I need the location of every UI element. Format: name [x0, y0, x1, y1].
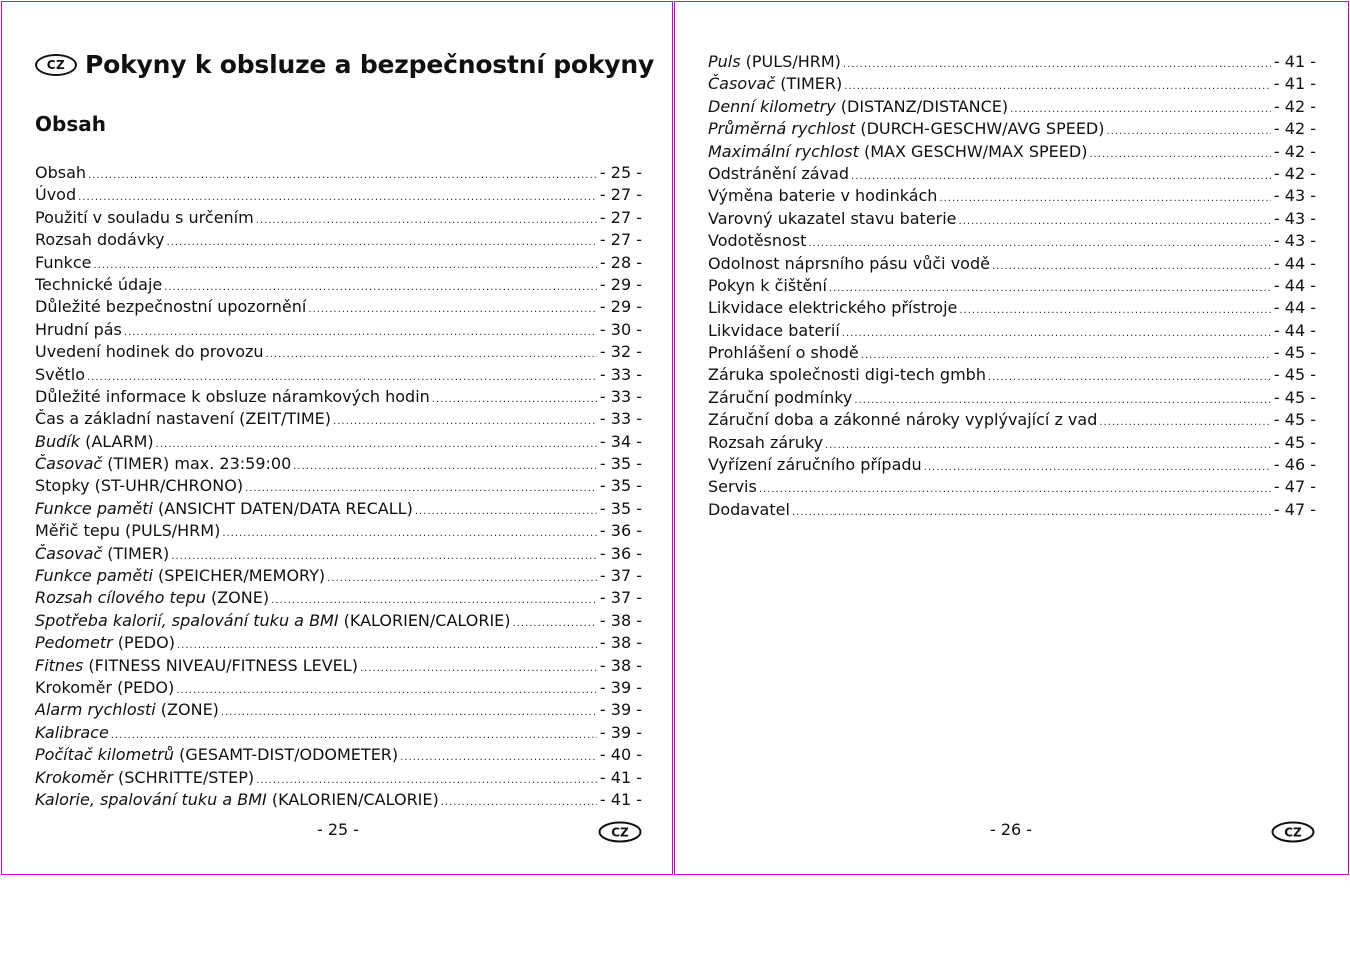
toc-entry-label	[708, 321, 840, 340]
dot-leader	[959, 305, 1271, 316]
toc-entry-italic: Puls	[708, 52, 741, 71]
toc-entry-text: (ZONE)	[205, 588, 270, 608]
toc-entry	[35, 700, 642, 722]
dot-leader	[992, 261, 1271, 272]
toc-entry	[708, 343, 1316, 365]
dot-leader	[851, 171, 1271, 182]
toc-entry-page: - 42 -	[1273, 141, 1316, 161]
toc-entry	[35, 588, 642, 610]
toc-entry	[35, 566, 642, 588]
toc-entry-label	[708, 74, 842, 93]
toc-entry-text: (TIMER) max. 23:59:00	[102, 454, 292, 474]
toc-entry-text: Dodavatel	[708, 499, 790, 519]
toc-entry-italic: Časovač	[35, 454, 103, 474]
toc-entry-italic: Fitnes	[35, 655, 84, 675]
toc-entry	[35, 365, 642, 387]
dot-leader	[111, 730, 597, 741]
toc-entry-label	[35, 185, 76, 204]
toc-entry-page: - 42 -	[1273, 163, 1316, 183]
toc-entry-page: - 43 -	[1273, 231, 1316, 251]
toc-entry-label	[35, 790, 439, 809]
dot-leader	[1089, 149, 1270, 160]
toc-entry-label	[35, 432, 154, 451]
toc-entry-italic: Kalibrace	[35, 722, 109, 742]
dot-leader	[432, 394, 597, 405]
toc-entry	[35, 678, 642, 700]
toc-entry-text: (GESAMT-DIST/ODOMETER)	[174, 745, 399, 765]
section-heading: Obsah	[35, 112, 106, 136]
toc-entry-text: (DURCH-GESCHW/AVG SPEED)	[855, 119, 1105, 139]
toc-entry	[708, 231, 1316, 253]
dot-leader	[124, 327, 597, 338]
toc-entry-text: (PEDO)	[112, 633, 175, 653]
toc-entry-page: - 25 -	[599, 163, 642, 182]
toc-entry-page: - 47 -	[1273, 499, 1316, 519]
toc-entry-text: (KALORIEN/CALORIE)	[338, 610, 511, 630]
toc-entry-page: - 39 -	[599, 722, 642, 742]
toc-entry-label	[708, 254, 990, 273]
dot-leader	[176, 685, 597, 696]
toc-entry-page: - 41 -	[1273, 74, 1316, 94]
dot-leader	[266, 349, 597, 360]
toc-entry-text: Čas a základní nastavení (ZEIT/TIME)	[35, 409, 332, 429]
dot-leader	[792, 507, 1271, 518]
dot-leader	[271, 595, 597, 606]
dot-leader	[829, 283, 1271, 294]
toc-entry-label	[35, 387, 430, 406]
toc-entry-page: - 27 -	[599, 185, 642, 205]
toc-entry-page: - 35 -	[599, 498, 642, 518]
toc-entry-page: - 45 -	[1273, 387, 1316, 407]
toc-entry-italic: Kalorie, spalování tuku a BMI	[35, 789, 267, 809]
toc-entry	[708, 500, 1316, 522]
toc-entry-text: Rozsah záruky	[708, 432, 824, 452]
toc-entry-page: - 37 -	[599, 566, 642, 586]
toc-entry-page: - 47 -	[1273, 477, 1316, 497]
toc-entry	[708, 97, 1316, 119]
dot-leader	[88, 170, 597, 181]
dot-leader	[843, 59, 1271, 70]
toc-entry-text: (FITNESS NIVEAU/FITNESS LEVEL)	[83, 655, 358, 675]
toc-entry-italic: Pedometr	[35, 633, 113, 653]
toc-entry	[35, 342, 642, 364]
toc-entry-label	[35, 700, 219, 719]
dot-leader	[844, 81, 1271, 92]
toc-entry-text: Likvidace elektrického přístroje	[708, 298, 958, 318]
toc-entry-italic: Rozsah cílového tepu	[35, 588, 206, 608]
toc-entry-label	[35, 342, 264, 361]
toc-entry-page: - 44 -	[1273, 253, 1316, 273]
toc-entry-label	[35, 768, 254, 787]
toc-entry-text: (MAX GESCHW/MAX SPEED)	[858, 141, 1088, 161]
dot-leader	[171, 551, 597, 562]
toc-entry-label	[35, 320, 122, 339]
toc-entry	[708, 254, 1316, 276]
toc-entry-text: Záruka společnosti digi-tech gmbh	[708, 365, 986, 385]
toc-entry-label	[35, 745, 398, 764]
toc-entry-page: - 45 -	[1273, 365, 1316, 385]
toc-entry-label	[35, 163, 86, 182]
toc-entry	[708, 209, 1316, 231]
toc-entry-italic: Alarm rychlosti	[35, 700, 156, 720]
toc-entry-page: - 32 -	[599, 342, 642, 362]
toc-entry-text: Varovný ukazatel stavu baterie	[708, 208, 957, 228]
toc-entry-text: Úvod	[35, 185, 77, 205]
dot-leader	[808, 238, 1270, 249]
toc-entry-label	[35, 566, 325, 585]
toc-entry-text: Funkce	[35, 252, 92, 272]
toc-entry-label	[35, 275, 162, 294]
toc-entry-label	[708, 186, 937, 205]
toc-entry-page: - 39 -	[599, 677, 642, 697]
dot-leader	[333, 416, 597, 427]
toc-entry-label	[708, 97, 1008, 116]
toc-entry-italic: Funkce paměti	[35, 498, 153, 518]
toc-entry-label	[35, 297, 306, 316]
toc-entry-italic: Spotřeba kalorií, spalování tuku a BMI	[35, 610, 339, 630]
toc-entry-page: - 45 -	[1273, 343, 1316, 363]
toc-entry-label	[708, 500, 790, 519]
page-number: - 25 -	[317, 820, 360, 839]
toc-entry-page: - 34 -	[599, 431, 642, 451]
toc-entry-label	[35, 723, 109, 742]
toc-entry-italic: Časovač	[35, 543, 103, 563]
toc-entry-page: - 35 -	[599, 454, 642, 474]
toc-entry-page: - 44 -	[1273, 275, 1316, 295]
toc-entry-label	[35, 499, 413, 518]
toc-entry	[708, 74, 1316, 96]
toc-entry	[708, 321, 1316, 343]
toc-entry-text: Krokoměr (PEDO)	[35, 677, 175, 697]
toc-entry-label	[708, 209, 957, 228]
toc-entry-page: - 41 -	[599, 789, 642, 809]
toc-entry-text: Odolnost náprsního pásu vůči vodě	[708, 253, 990, 273]
toc-entry-italic: Průměrná rychlost	[708, 119, 856, 139]
dot-leader	[939, 193, 1270, 204]
toc-entry-text: (TIMER)	[102, 543, 170, 563]
toc-entry-label	[35, 588, 269, 607]
toc-entry	[708, 410, 1316, 432]
cz-footer-badge	[598, 821, 642, 843]
toc-entry-page: - 38 -	[599, 655, 642, 675]
toc-entry-page: - 43 -	[1273, 186, 1316, 206]
toc-entry-page: - 38 -	[599, 633, 642, 653]
table-of-contents-right	[708, 52, 1316, 522]
toc-entry-label	[35, 253, 92, 272]
toc-entry-text: Obsah	[35, 163, 87, 182]
toc-entry-text: Vyřízení záručního případu	[708, 455, 922, 475]
toc-entry	[708, 119, 1316, 141]
toc-entry-label	[708, 410, 1097, 429]
toc-entry-label	[708, 276, 827, 295]
toc-entry-italic: Počítač kilometrů	[35, 745, 175, 765]
toc-entry	[35, 633, 642, 655]
toc-entry	[35, 230, 642, 252]
toc-entry	[35, 611, 642, 633]
toc-entry-page: - 44 -	[1273, 298, 1316, 318]
dot-leader	[861, 350, 1271, 361]
dot-leader	[308, 304, 597, 315]
toc-entry-text: Prohlášení o shodě	[708, 343, 859, 363]
right-page	[674, 1, 1349, 875]
toc-entry	[35, 745, 642, 767]
toc-entry	[35, 185, 642, 207]
toc-entry-page: - 35 -	[599, 476, 642, 496]
header	[35, 50, 654, 79]
toc-entry-text: Použití v souladu s určením	[35, 207, 254, 227]
toc-entry-page: - 42 -	[1273, 119, 1316, 139]
dot-leader	[177, 640, 597, 651]
toc-entry-page: - 33 -	[599, 409, 642, 429]
toc-entry-label	[35, 611, 511, 630]
left-page	[1, 1, 673, 875]
toc-entry-italic: Maximální rychlost	[708, 141, 859, 161]
toc-entry-page: - 29 -	[599, 274, 642, 294]
toc-entry	[35, 432, 642, 454]
dot-leader	[156, 439, 597, 450]
toc-entry-text: (PULS/HRM)	[740, 52, 841, 71]
toc-entry-label	[708, 119, 1105, 138]
toc-entry-label	[35, 521, 220, 540]
toc-entry-text: Stopky (ST-UHR/CHRONO)	[35, 476, 244, 496]
toc-entry-label	[708, 164, 849, 183]
toc-entry-page: - 33 -	[599, 386, 642, 406]
toc-entry-label	[708, 365, 986, 384]
toc-entry	[35, 768, 642, 790]
cz-footer-badge	[1271, 821, 1315, 843]
toc-entry-text: (SCHRITTE/STEP)	[112, 767, 255, 787]
dot-leader	[221, 707, 597, 718]
toc-entry	[35, 499, 642, 521]
toc-entry	[708, 164, 1316, 186]
toc-entry-label	[35, 633, 175, 652]
dot-leader	[1010, 104, 1271, 115]
toc-entry	[708, 433, 1316, 455]
toc-entry-page: - 37 -	[599, 588, 642, 608]
dot-leader	[400, 752, 597, 763]
dot-leader	[78, 192, 597, 203]
dot-leader	[94, 260, 597, 271]
dot-leader	[825, 440, 1271, 451]
toc-entry-page: - 41 -	[1273, 52, 1316, 71]
toc-entry-label	[35, 365, 85, 384]
dot-leader	[441, 797, 597, 808]
toc-entry	[708, 186, 1316, 208]
toc-entry-label	[708, 52, 841, 71]
dot-leader	[167, 237, 597, 248]
dot-leader	[759, 484, 1271, 495]
dot-leader	[164, 282, 597, 293]
toc-entry-page: - 30 -	[599, 319, 642, 339]
toc-entry-text: (ANSICHT DATEN/DATA RECALL)	[152, 498, 413, 518]
toc-entry-page: - 27 -	[599, 207, 642, 227]
toc-entry-label	[708, 477, 757, 496]
toc-entry-text: Záruční podmínky	[708, 387, 853, 407]
dot-leader	[924, 462, 1271, 473]
toc-entry-text: Uvedení hodinek do provozu	[35, 342, 264, 362]
toc-entry-text: Rozsah dodávky	[35, 230, 165, 250]
toc-entry-page: - 46 -	[1273, 455, 1316, 475]
toc-entry-text: Důležité bezpečnostní upozornění	[35, 297, 307, 317]
toc-entry-page: - 44 -	[1273, 320, 1316, 340]
dot-leader	[327, 573, 597, 584]
toc-entry-page: - 43 -	[1273, 208, 1316, 228]
toc-entry-label	[35, 678, 174, 697]
toc-entry-label	[708, 388, 852, 407]
toc-entry	[35, 253, 642, 275]
dot-leader	[959, 216, 1271, 227]
toc-entry-text: Měřič tepu (PULS/HRM)	[35, 521, 221, 541]
toc-entry-text: Odstránění závad	[708, 163, 850, 183]
toc-entry-page: - 28 -	[599, 252, 642, 272]
dot-leader	[360, 663, 597, 674]
page-number: - 26 -	[990, 820, 1033, 839]
toc-entry	[35, 297, 642, 319]
dot-leader	[854, 395, 1271, 406]
toc-entry	[708, 52, 1316, 74]
toc-entry-page: - 45 -	[1273, 432, 1316, 452]
table-of-contents-left	[35, 163, 642, 812]
cz-language-badge: CZ	[35, 54, 77, 76]
toc-entry	[708, 142, 1316, 164]
toc-entry-label	[35, 208, 254, 227]
dot-leader	[245, 483, 597, 494]
toc-entry	[35, 544, 642, 566]
cz-footer-text: CZ	[1284, 825, 1302, 840]
toc-entry	[35, 387, 642, 409]
toc-entry	[35, 320, 642, 342]
toc-entry-label	[35, 656, 358, 675]
toc-entry	[35, 790, 642, 812]
toc-entry-page: - 29 -	[599, 297, 642, 317]
toc-entry-text: (TIMER)	[775, 74, 843, 94]
cz-footer-text: CZ	[611, 825, 629, 840]
toc-entry-italic: Budík	[35, 431, 80, 451]
toc-entry	[35, 656, 642, 678]
dot-leader	[222, 528, 597, 539]
toc-entry-italic: Časovač	[708, 74, 776, 94]
toc-entry	[35, 476, 642, 498]
dot-leader	[415, 506, 597, 517]
toc-entry-page: - 39 -	[599, 700, 642, 720]
dot-leader	[842, 328, 1271, 339]
toc-entry-text: (SPEICHER/MEMORY)	[152, 566, 326, 586]
dot-leader	[1107, 126, 1271, 137]
toc-entry-label	[708, 298, 957, 317]
toc-entry-label	[708, 455, 922, 474]
toc-entry-text: Důležité informace k obsluze náramkových hodin	[35, 386, 430, 406]
dot-leader	[87, 372, 597, 383]
toc-entry-text: Pokyn k čištění	[708, 275, 827, 295]
toc-entry-label	[708, 142, 1087, 161]
toc-entry-text: Vodotěsnost	[708, 231, 807, 251]
toc-entry	[708, 298, 1316, 320]
toc-entry-label	[708, 231, 806, 250]
toc-entry-page: - 27 -	[599, 230, 642, 250]
toc-entry-label	[35, 544, 169, 563]
toc-entry	[708, 477, 1316, 499]
toc-entry-page: - 45 -	[1273, 410, 1316, 430]
toc-entry-label	[708, 343, 859, 362]
toc-entry-text: Výměna baterie v hodinkách	[708, 186, 938, 206]
toc-entry-page: - 38 -	[599, 610, 642, 630]
dot-leader	[513, 618, 597, 629]
toc-entry-text: Technické údaje	[35, 274, 163, 294]
toc-entry-text: (ALARM)	[79, 431, 154, 451]
toc-entry-page: - 40 -	[599, 745, 642, 765]
toc-entry-italic: Denní kilometry	[708, 96, 836, 116]
toc-entry-italic: Krokoměr	[35, 767, 113, 787]
toc-entry-label	[35, 230, 165, 249]
toc-entry-page: - 41 -	[599, 767, 642, 787]
toc-entry	[708, 365, 1316, 387]
page-title: Pokyny k obsluze a bezpečnostní pokyny	[85, 50, 655, 79]
toc-entry	[35, 409, 642, 431]
toc-entry-page: - 36 -	[599, 521, 642, 541]
toc-entry-text: (ZONE)	[155, 700, 219, 720]
toc-entry-text: Světlo	[35, 364, 85, 384]
toc-entry-text: Hrudní pás	[35, 319, 122, 339]
toc-entry	[708, 276, 1316, 298]
toc-entry-text: (KALORIEN/CALORIE)	[266, 789, 439, 809]
dot-leader	[256, 775, 597, 786]
toc-entry-page: - 42 -	[1273, 96, 1316, 116]
dot-leader	[988, 372, 1271, 383]
toc-entry-page: - 36 -	[599, 543, 642, 563]
toc-entry-text: Záruční doba a zákonné nároky vyplývající z vad	[708, 410, 1098, 430]
toc-entry-label	[35, 409, 331, 428]
toc-entry	[708, 388, 1316, 410]
toc-entry	[35, 521, 642, 543]
dot-leader	[1099, 417, 1271, 428]
toc-entry	[35, 275, 642, 297]
dot-leader	[256, 215, 597, 226]
toc-entry-page: - 33 -	[599, 364, 642, 384]
toc-entry-label	[35, 476, 243, 495]
toc-entry-italic: Funkce paměti	[35, 566, 153, 586]
dot-leader	[293, 461, 597, 472]
toc-entry-text: Likvidace baterií	[708, 320, 840, 340]
toc-entry	[35, 723, 642, 745]
toc-entry-label	[35, 454, 291, 473]
toc-entry	[35, 454, 642, 476]
toc-entry	[35, 163, 642, 185]
toc-entry	[35, 208, 642, 230]
toc-entry-text: (DISTANZ/DISTANCE)	[835, 96, 1009, 116]
toc-entry	[708, 455, 1316, 477]
toc-entry-text: Servis	[708, 477, 757, 497]
toc-entry-label	[708, 433, 823, 452]
